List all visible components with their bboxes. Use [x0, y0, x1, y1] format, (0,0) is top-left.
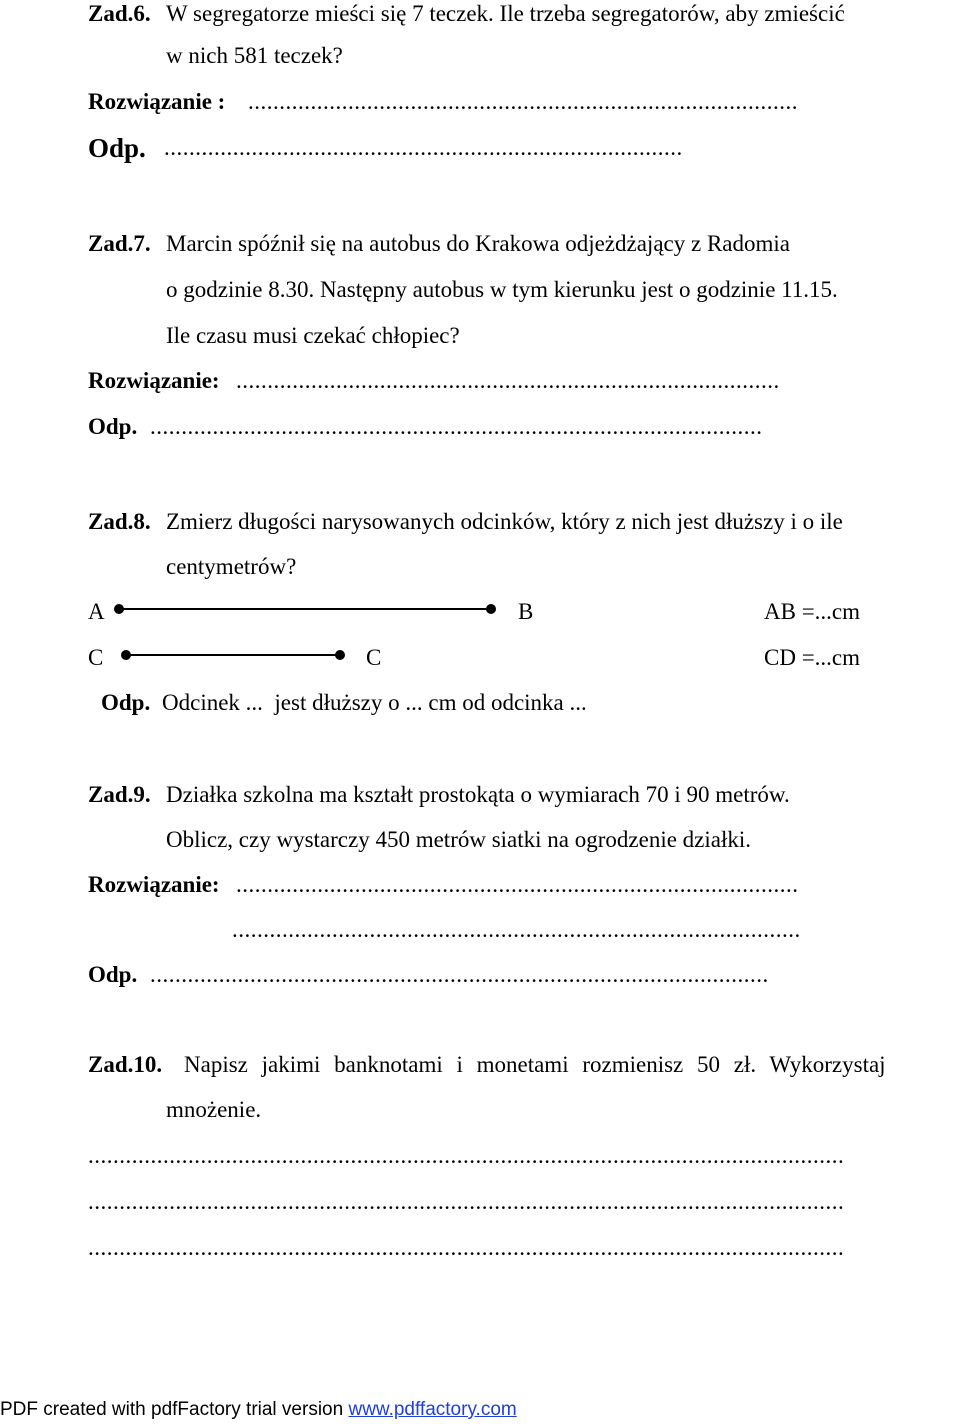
- task-8-text-line1: Zmierz długości narysowanych odcinków, który z nich jest dłuższy i o ile: [166, 509, 843, 534]
- segment-cd-point-d: [335, 650, 345, 660]
- task-7-text-line3: Ile czasu musi czekać chłopiec?: [166, 323, 460, 348]
- task-6-answer-label: Odp.: [88, 133, 146, 163]
- segment-ab: [119, 608, 491, 610]
- task-7-solution-label: Rozwiązanie:: [88, 368, 220, 393]
- task-7-solution-dots: .......................................................................................: [236, 368, 780, 393]
- segment-ab-result: AB =...cm: [764, 599, 861, 624]
- task-9-extra-dots: ...........................................................................................: [232, 917, 801, 942]
- task-6-answer-dots: ...................................................................................: [164, 135, 683, 160]
- pdf-footer-text: PDF created with pdfFactory trial version: [0, 1399, 349, 1420]
- task-7-label: Zad.7.: [88, 231, 151, 256]
- task-6-text-line2: w nich 581 teczek?: [166, 43, 343, 68]
- task-9-answer-dots: ...................................................................................................: [150, 962, 769, 987]
- task-9-text-line2: Oblicz, czy wystarczy 450 metrów siatki na ogrodzenie działki.: [166, 827, 752, 852]
- task-9-solution-label: Rozwiązanie:: [88, 872, 220, 897]
- task-6-solution-label: Rozwiązanie :: [88, 89, 226, 114]
- task-6-solution-dots: ........................................................................................: [248, 89, 798, 114]
- task-10-answer-line-2: .........................................................................................................................: [88, 1189, 845, 1214]
- task-9-label: Zad.9.: [88, 782, 151, 807]
- task-6-label: Zad.6.: [88, 1, 151, 26]
- task-10-text-line2: mnożenie.: [166, 1097, 262, 1122]
- task-10-label: Zad.10.: [88, 1052, 163, 1077]
- pdf-footer-link[interactable]: www.pdffactory.com: [348, 1399, 517, 1420]
- task-6-text-line1: W segregatorze mieści się 7 teczek. Ile trzeba segregatorów, aby zmieścić: [166, 1, 845, 26]
- task-8-answer-label: Odp.: [101, 690, 151, 715]
- task-7-answer-dots: ..................................................................................................: [150, 414, 763, 439]
- task-7-text-line2: o godzinie 8.30. Następny autobus w tym kierunku jest o godzinie 11.15.: [166, 277, 838, 302]
- pdf-footer: [0, 1398, 517, 1422]
- task-7-text-line1: Marcin spóźnił się na autobus do Krakowa odjeżdżający z Radomia: [166, 231, 790, 256]
- task-10-answer-line-3: .........................................................................................................................: [88, 1235, 845, 1260]
- task-10-answer-line-1: .........................................................................................................................: [88, 1143, 845, 1168]
- task-9-answer-label: Odp.: [88, 962, 138, 987]
- task-9-solution-dots: ..........................................................................................: [236, 872, 799, 897]
- task-9-text-line1: Działka szkolna ma kształt prostokąta o wymiarach 70 i 90 metrów.: [166, 782, 790, 807]
- task-8-label: Zad.8.: [88, 509, 151, 534]
- segment-cd-left-label: C: [88, 645, 104, 670]
- segment-cd-right-label: C: [366, 645, 382, 670]
- segment-cd-result: CD =...cm: [764, 645, 861, 670]
- task-10-text-line1: Napisz jakimi banknotami i monetami rozmienisz 50 zł. Wykorzystaj: [184, 1052, 886, 1077]
- segment-ab-point-b: [486, 604, 496, 614]
- segment-ab-right-label: B: [518, 599, 534, 624]
- segment-cd: [126, 654, 340, 656]
- task-7-answer-label: Odp.: [88, 414, 138, 439]
- segment-ab-left-label: A: [88, 599, 105, 624]
- task-8-text-line2: centymetrów?: [166, 554, 297, 579]
- task-8-answer-text: Odcinek ... jest dłuższy o ... cm od odcinka ...: [162, 690, 587, 715]
